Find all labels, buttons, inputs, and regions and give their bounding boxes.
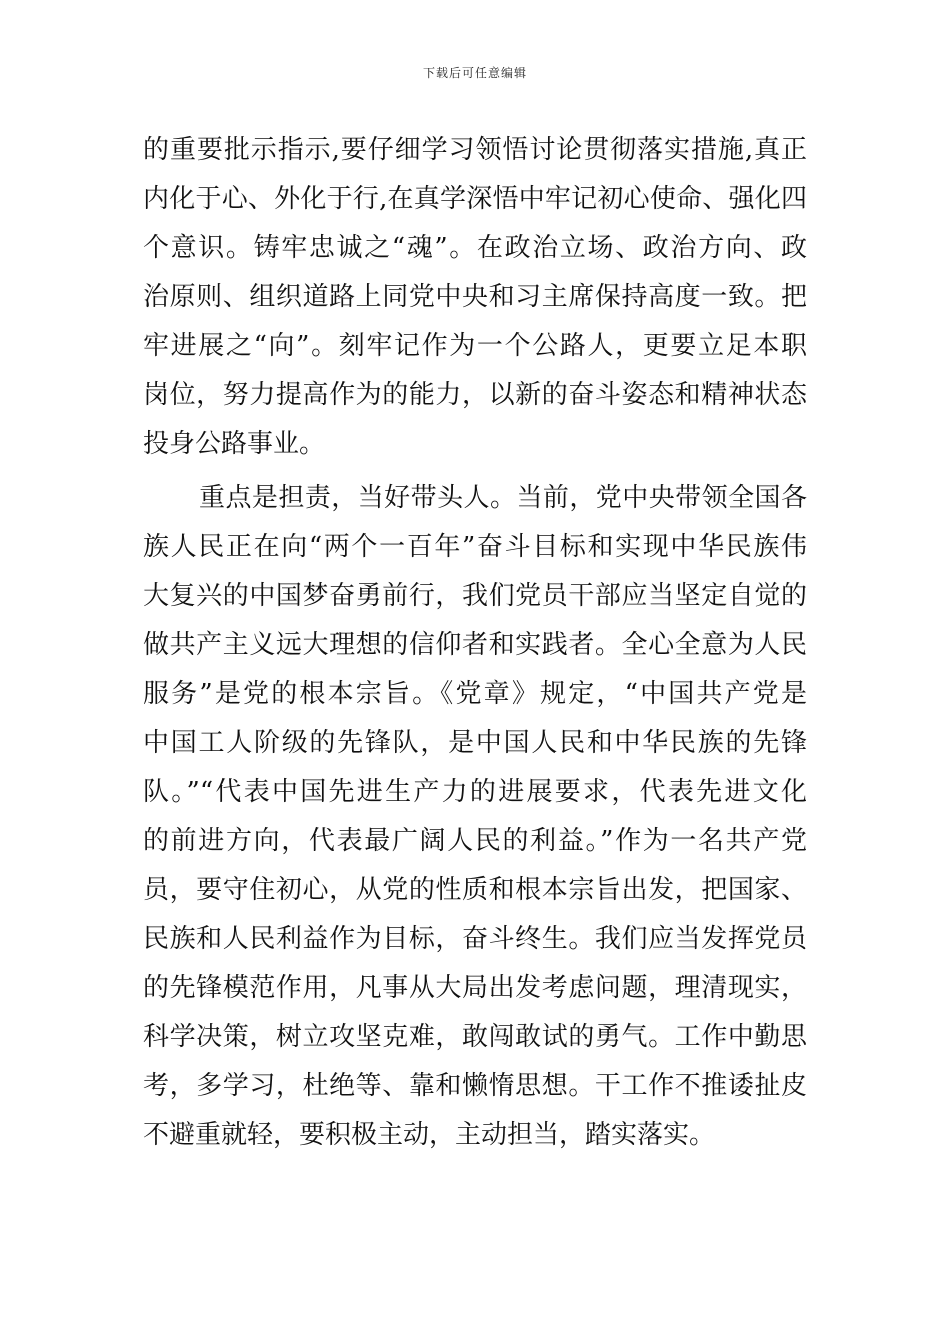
paragraph-1-line-4: 治原则、组织道路上同党中央和习主席保持高度一致。把	[143, 282, 807, 312]
paragraph-2-line-2: 族人民正在向“两个一百年”奋斗目标和实现中华民族伟	[143, 532, 807, 562]
paragraph-1-line-5: 牢进展之“向”。刻牢记作为一个公路人，更要立足本职	[143, 331, 807, 361]
paragraph-2-line-5: 服务”是党的根本宗旨。《党章》规定，“中国共产党是	[143, 679, 807, 709]
paragraph-2-line-7: 队。”“代表中国先进生产力的进展要求，代表先进文化	[143, 777, 807, 807]
paragraph-2-line-14: 不避重就轻，要积极主动，主动担当，踏实落实。	[143, 1120, 716, 1150]
paragraph-1-line-1: 的重要批示指示,要仔细学习领悟讨论贯彻落实措施,真正	[143, 135, 807, 165]
paragraph-2-line-10: 民族和人民利益作为目标，奋斗终生。我们应当发挥党员	[143, 924, 807, 954]
paragraph-2-line-4: 做共产主义远大理想的信仰者和实践者。全心全意为人民	[143, 630, 807, 660]
paragraph-1-line-3: 个意识。铸牢忠诚之“魂”。在政治立场、政治方向、政	[143, 233, 807, 263]
paragraph-2-line-3: 大复兴的中国梦奋勇前行，我们党员干部应当坚定自觉的	[143, 581, 807, 611]
paragraph-2-line-9: 员，要守住初心，从党的性质和根本宗旨出发，把国家、	[143, 875, 807, 905]
paragraph-1-line-6: 岗位，努力提高作为的能力，以新的奋斗姿态和精神状态	[143, 380, 807, 410]
paragraph-1-line-7: 投身公路事业。	[143, 429, 326, 459]
paragraph-2-line-1: 重点是担责，当好带头人。当前，党中央带领全国各	[199, 483, 807, 513]
paragraph-1-line-2: 内化于心、外化于行,在真学深悟中牢记初心使命、强化四	[143, 184, 807, 214]
page-header: 下载后可任意编辑	[422, 66, 527, 80]
paragraph-2-line-6: 中国工人阶级的先锋队，是中国人民和中华民族的先锋	[143, 728, 807, 758]
paragraph-2-line-13: 考，多学习，杜绝等、靠和懒惰思想。干工作不推诿扯皮	[143, 1071, 807, 1101]
paragraph-2-line-12: 科学决策，树立攻坚克难，敢闯敢试的勇气。工作中勤思	[143, 1022, 807, 1052]
paragraph-2-line-11: 的先锋模范作用，凡事从大局出发考虑问题，理清现实，	[143, 973, 807, 1003]
paragraph-2-line-8: 的前进方向，代表最广阔人民的利益。”作为一名共产党	[143, 826, 807, 856]
